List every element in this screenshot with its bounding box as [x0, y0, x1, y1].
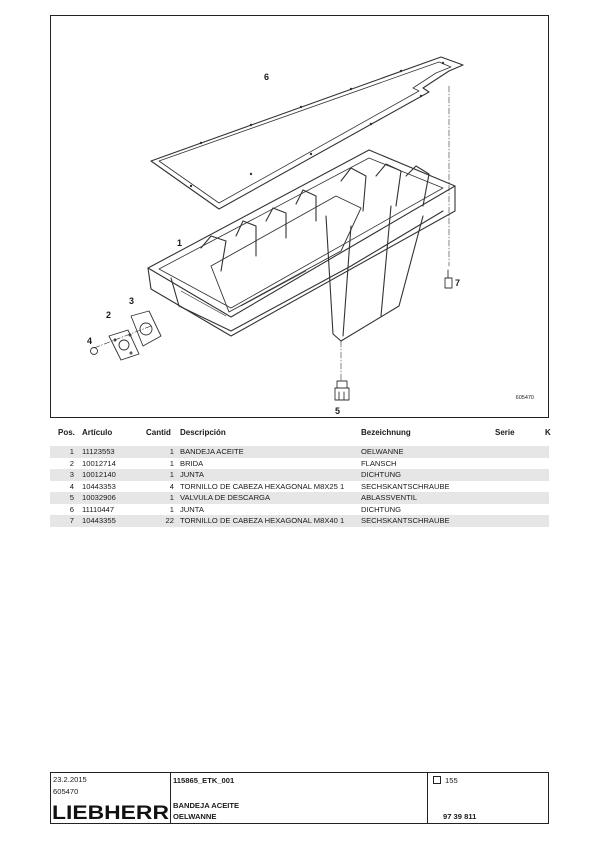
flange-drawing	[109, 330, 139, 360]
parts-list	[50, 446, 549, 527]
callout-6: 6	[264, 72, 270, 82]
cell-qty: 22	[165, 516, 174, 525]
logo-text: LIEBHERR	[52, 803, 169, 821]
callout-5: 5	[335, 406, 341, 416]
footer-figure-number: 605470	[53, 787, 79, 796]
divider	[427, 773, 428, 823]
cell-qty: 1	[169, 458, 174, 468]
cell-designation: ABLASSVENTIL	[361, 493, 418, 502]
cell-designation: DICHTUNG	[361, 470, 402, 479]
cell-qty: 1	[169, 447, 174, 456]
cell-designation: OELWANNE	[361, 447, 404, 456]
cell-article: 11123553	[82, 447, 115, 456]
cell-article: 10032906	[82, 493, 116, 502]
cell-article: 10443353	[82, 481, 116, 491]
title-es: BANDEJA ACEITE	[173, 801, 240, 810]
cell-pos: 6	[69, 504, 74, 514]
cell-qty: 4	[169, 481, 174, 491]
cell-article: 10012140	[82, 470, 116, 479]
cell-article: 11110447	[82, 504, 115, 514]
cell-pos: 1	[69, 447, 74, 456]
callout-3: 3	[129, 296, 135, 306]
page-icon	[433, 776, 441, 784]
cell-qty: 1	[169, 493, 174, 502]
header-k: K	[545, 428, 551, 437]
cell-designation: SECHSKANTSCHRAUBE	[361, 481, 450, 491]
gasket-drawing	[151, 57, 463, 209]
cell-description: TORNILLO DE CABEZA HEXAGONAL M8X40 1	[180, 516, 345, 525]
liebherr-logo	[52, 803, 169, 821]
header-designation: Bezeichnung	[361, 428, 411, 437]
small-bolt-drawing	[91, 348, 98, 355]
table-row	[50, 446, 549, 458]
cell-description: BRIDA	[180, 458, 204, 468]
cell-designation: DICHTUNG	[361, 504, 402, 514]
seal-drawing	[131, 311, 161, 346]
cell-article: 10443355	[82, 516, 116, 525]
cell-pos: 7	[69, 516, 74, 525]
header-article: Artículo	[82, 428, 113, 437]
callout-2: 2	[106, 310, 112, 320]
table-row	[50, 515, 549, 527]
document-code: 115865_ETK_001	[173, 776, 235, 785]
table-row	[50, 469, 549, 481]
table-row	[50, 492, 549, 504]
drain-valve-drawing	[335, 381, 349, 400]
cell-qty: 1	[169, 504, 174, 514]
cell-article: 10012714	[82, 458, 116, 468]
header-description: Descripción	[180, 428, 226, 437]
table-row	[50, 504, 549, 516]
callout-1: 1	[177, 238, 183, 248]
exploded-view-figure	[50, 15, 549, 418]
cell-pos: 2	[69, 458, 74, 468]
title-block	[50, 772, 549, 824]
cell-description: VALVULA DE DESCARGA	[180, 493, 271, 502]
header-qty: Cantid	[146, 428, 171, 437]
cell-description: TORNILLO DE CABEZA HEXAGONAL M8X25 1	[180, 481, 345, 491]
table-row	[50, 481, 549, 493]
header-series: Serie	[495, 428, 515, 437]
cell-description: JUNTA	[180, 470, 204, 479]
cell-pos: 3	[69, 470, 74, 479]
table-row	[50, 458, 549, 470]
part-number: 97 39 811	[443, 812, 477, 821]
cell-designation: FLANSCH	[361, 458, 397, 468]
callout-4: 4	[87, 336, 93, 346]
cell-qty: 1	[169, 470, 174, 479]
page-number: 155	[445, 776, 458, 785]
header-pos: Pos.	[58, 428, 75, 437]
cell-description: BANDEJA ACEITE	[180, 447, 244, 456]
cell-pos: 4	[69, 481, 74, 491]
title-de: OELWANNE	[173, 812, 217, 821]
cell-description: JUNTA	[180, 504, 204, 514]
divider	[170, 773, 171, 823]
cell-pos: 5	[69, 493, 74, 502]
footer-date: 23.2.2015	[53, 775, 87, 784]
bolt-drawing	[445, 270, 452, 288]
parts-table-header	[54, 428, 554, 440]
oil-pan-drawing	[51, 16, 550, 419]
oil-pan-body-drawing	[148, 150, 455, 341]
callout-7: 7	[455, 278, 461, 288]
figure-id: 605470	[515, 395, 534, 401]
cell-designation: SECHSKANTSCHRAUBE	[361, 516, 450, 525]
